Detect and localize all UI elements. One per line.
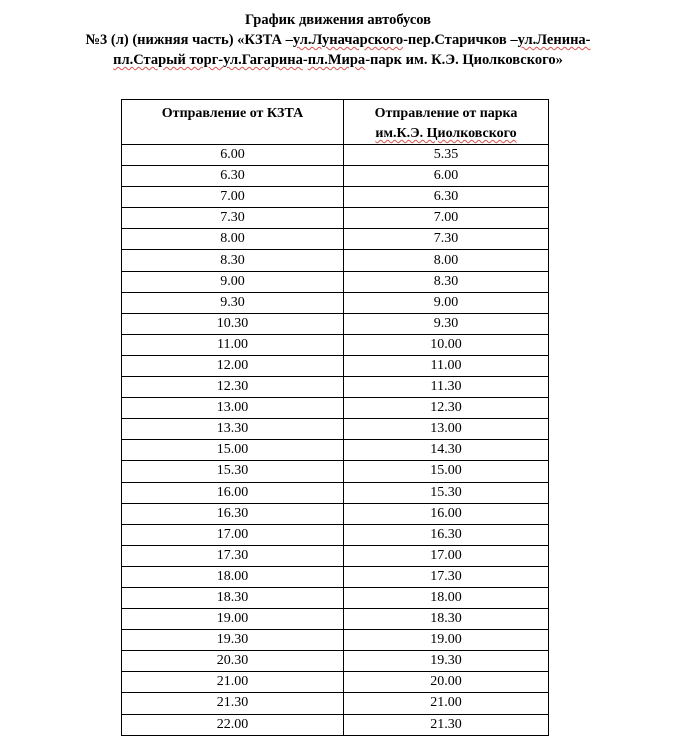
title-line-3-part-2: Старый торг- — [133, 52, 224, 68]
departure-park-time: 18.30 — [344, 609, 549, 630]
table-row — [122, 377, 549, 398]
departure-park-time: 15.00 — [344, 461, 549, 482]
title-line-2-part-2: ул.Луначарского — [292, 32, 404, 48]
departure-park-time: 8.00 — [344, 250, 549, 271]
table-row — [122, 419, 549, 440]
departure-kzta-time: 11.00 — [122, 334, 344, 355]
table-row — [122, 166, 549, 187]
departure-kzta-time: 6.30 — [122, 166, 344, 187]
departure-kzta-time: 19.00 — [122, 609, 344, 630]
departure-kzta-time: 9.00 — [122, 271, 344, 292]
table-row — [122, 693, 549, 714]
title-line-3-part-6: -парк им. К.Э. Циолковского» — [365, 52, 563, 68]
table-row — [122, 545, 549, 566]
departure-park-time: 16.30 — [344, 524, 549, 545]
departure-kzta-time: 12.30 — [122, 377, 344, 398]
table-row — [122, 271, 549, 292]
title-line-2-part-4: ул.Ленина- — [517, 32, 591, 48]
departure-kzta-time: 21.30 — [122, 693, 344, 714]
table-row — [122, 461, 549, 482]
header-departure-park — [344, 100, 549, 145]
departure-park-time: 14.30 — [344, 440, 549, 461]
departure-kzta-time: 18.00 — [122, 566, 344, 587]
departure-kzta-time: 21.00 — [122, 672, 344, 693]
table-row — [122, 566, 549, 587]
title-line-2-part-1: №3 (л) (нижняя часть) «КЗТА – — [85, 32, 293, 48]
departure-kzta-time: 7.00 — [122, 187, 344, 208]
departure-kzta-time: 10.30 — [122, 313, 344, 334]
departure-park-time: 9.30 — [344, 313, 549, 334]
departure-park-time: 11.00 — [344, 355, 549, 376]
table-row — [122, 334, 549, 355]
departure-park-time: 20.00 — [344, 672, 549, 693]
departure-park-time: 13.00 — [344, 419, 549, 440]
table-row — [122, 398, 549, 419]
table-row — [122, 355, 549, 376]
departure-park-time: 7.00 — [344, 208, 549, 229]
table-row — [122, 440, 549, 461]
departure-park-time: 19.00 — [344, 630, 549, 651]
schedule-table — [121, 99, 549, 736]
table-row — [122, 524, 549, 545]
departure-kzta-time: 15.30 — [122, 461, 344, 482]
departure-park-time: 6.30 — [344, 187, 549, 208]
header-departure-park-line-2: им.К.Э. Циолковского — [375, 126, 517, 141]
table-row — [122, 482, 549, 503]
departure-park-time: 5.35 — [344, 145, 549, 166]
departure-park-time: 6.00 — [344, 166, 549, 187]
table-row — [122, 208, 549, 229]
departure-kzta-time: 6.00 — [122, 145, 344, 166]
departure-park-time: 21.30 — [344, 714, 549, 735]
schedule-header-row — [122, 100, 549, 145]
table-row — [122, 145, 549, 166]
departure-park-time: 17.00 — [344, 545, 549, 566]
departure-park-time: 18.00 — [344, 587, 549, 608]
table-row — [122, 609, 549, 630]
departure-kzta-time: 16.30 — [122, 503, 344, 524]
title-line-2 — [0, 30, 676, 50]
departure-park-time: 19.30 — [344, 651, 549, 672]
document-title — [0, 10, 676, 70]
departure-kzta-time: 20.30 — [122, 651, 344, 672]
departure-kzta-time: 13.30 — [122, 419, 344, 440]
departure-kzta-time: 19.30 — [122, 630, 344, 651]
table-row — [122, 714, 549, 735]
table-row — [122, 229, 549, 250]
departure-kzta-time: 22.00 — [122, 714, 344, 735]
schedule-body — [122, 145, 549, 736]
table-row — [122, 250, 549, 271]
title-line-3-part-3: ул.Гагарина — [223, 52, 303, 68]
departure-park-time: 10.00 — [344, 334, 549, 355]
departure-park-time: 8.30 — [344, 271, 549, 292]
departure-park-time: 16.00 — [344, 503, 549, 524]
title-line-2-part-3: -пер.Старичков – — [403, 32, 518, 48]
departure-park-time: 9.00 — [344, 292, 549, 313]
title-line-3-part-5: пл.Мира — [307, 52, 366, 68]
departure-park-time: 7.30 — [344, 229, 549, 250]
table-row — [122, 672, 549, 693]
header-departure-park-line-1: Отправление от парка — [374, 106, 518, 121]
table-row — [122, 630, 549, 651]
table-row — [122, 313, 549, 334]
title-line-3-part-1: пл. — [113, 52, 134, 68]
departure-kzta-time: 17.00 — [122, 524, 344, 545]
departure-kzta-time: 17.30 — [122, 545, 344, 566]
departure-kzta-time: 7.30 — [122, 208, 344, 229]
table-row — [122, 187, 549, 208]
table-row — [122, 651, 549, 672]
departure-kzta-time: 15.00 — [122, 440, 344, 461]
departure-park-time: 21.00 — [344, 693, 549, 714]
header-departure-kzta-label: Отправление от КЗТА — [161, 106, 304, 121]
departure-park-time: 11.30 — [344, 377, 549, 398]
departure-kzta-time: 12.00 — [122, 355, 344, 376]
table-row — [122, 292, 549, 313]
departure-park-time: 12.30 — [344, 398, 549, 419]
departure-park-time: 15.30 — [344, 482, 549, 503]
departure-kzta-time: 8.00 — [122, 229, 344, 250]
departure-kzta-time: 8.30 — [122, 250, 344, 271]
title-line-1: График движения автобусов — [244, 12, 431, 28]
departure-park-time: 17.30 — [344, 566, 549, 587]
table-row — [122, 587, 549, 608]
table-row — [122, 503, 549, 524]
departure-kzta-time: 16.00 — [122, 482, 344, 503]
title-line-3 — [0, 50, 676, 70]
departure-kzta-time: 13.00 — [122, 398, 344, 419]
departure-kzta-time: 18.30 — [122, 587, 344, 608]
title-line-3-part-4: - — [302, 52, 308, 68]
departure-kzta-time: 9.30 — [122, 292, 344, 313]
header-departure-kzta — [122, 100, 344, 145]
